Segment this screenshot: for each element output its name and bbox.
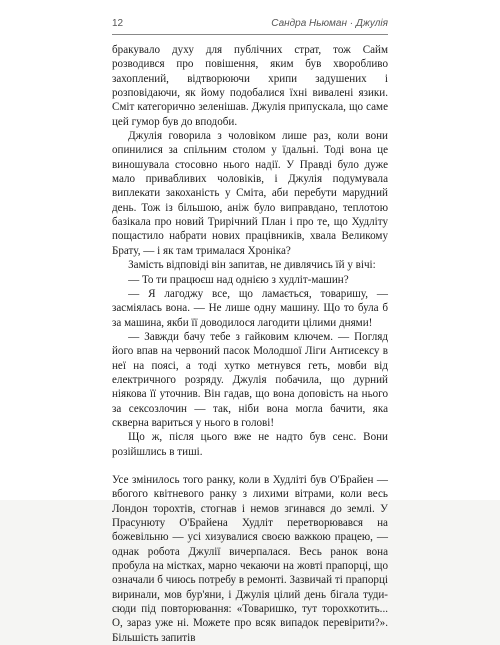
running-title: Сандра Ньюман · Джулія — [271, 18, 388, 29]
paragraph: Замість відповіді він запитав, не дивлячись їй у вічі: — [128, 259, 376, 272]
paragraph: Що ж, після цього вже не надто був сенс. Вони розійшлись в тиші. — [112, 431, 388, 458]
dialogue-line: — Я лагоджу все, що ламається, товаришу, — засміялась вона. — Не лише одну машину. Що то була б за машина, якби її доводилося лагодити цілими днями! — [112, 287, 388, 329]
section-start-paragraph: Усе змінилось того ранку, коли в Худліті був О'Брайен — вбогого квітневого ранку з лихими вітрами, коли весь Лондон торохтів, стогнав і немов згинався до землі. У Прасунюту О'Брайена Худліт перетворювався на божевільню — усі хизувалися своєю важкою працею, — однак робота Джулії вичерпалася. Весь ранок вона пробула на містках, марно чекаючи на жовті прапорці, що означали б чиюсь потребу в ремонті. Зазвичай ті прапорці виринали, мов бур'яни, і Джулія цілий день бігала туди-сюди під повторювання: «Товаришко, тут торохкотить... О, зараз уже ні. Можете про всяк випадок перевірити?». Більшість запитів — [112, 473, 388, 644]
page-number: 12 — [112, 18, 124, 29]
paragraph: Джулія говорила з чоловіком лише раз, коли вони опинилися за спільним столом у їдальні. Тоді вона це виношувала стосовно нього надії. У Правді було дуже мало привабливих чоловіків, і Джулія подумувала виплекати закоханість у Сміта, аби перебути марудний день. Тож із більшою, аніж було виправдано, теплотою базікала про новий Трирічний План і про те, що Худліту пощастило набрати нових працівників, хвала Великому Брату, — і як там трималася Хроніка? — [112, 130, 388, 257]
dialogue-line: — Завжди бачу тебе з гайковим ключем. — Погляд його впав на червоний пасок Молодшої Ліги Антисексу в неї на поясі, а тоді хутко метнувся геть, мовби від електричного розряду. Джулія побачила, що дурний ніякова її уточнив. Він гадав, що вона доповість на нього за сексозлочин — так, ніби вона могла бачити, яка скверна вариться у нього в голові! — [112, 330, 388, 429]
body-text — [112, 43, 388, 645]
dialogue-line: — То ти працюєш над однією з худліт-машин? — [128, 273, 349, 286]
running-header — [112, 18, 388, 34]
paragraph: бракувало духу для публічних страт, тож Сайм розводився про повішення, яким був хворобливо захоплений, відтворюючи хрипи задушених і розповідаючи, як йому подобалися їхні вивалені язики. Сміт категорично зеленішав. Джулія припускала, що саме цей гумор був до вподоби. — [112, 44, 388, 128]
header-rule — [112, 34, 388, 35]
